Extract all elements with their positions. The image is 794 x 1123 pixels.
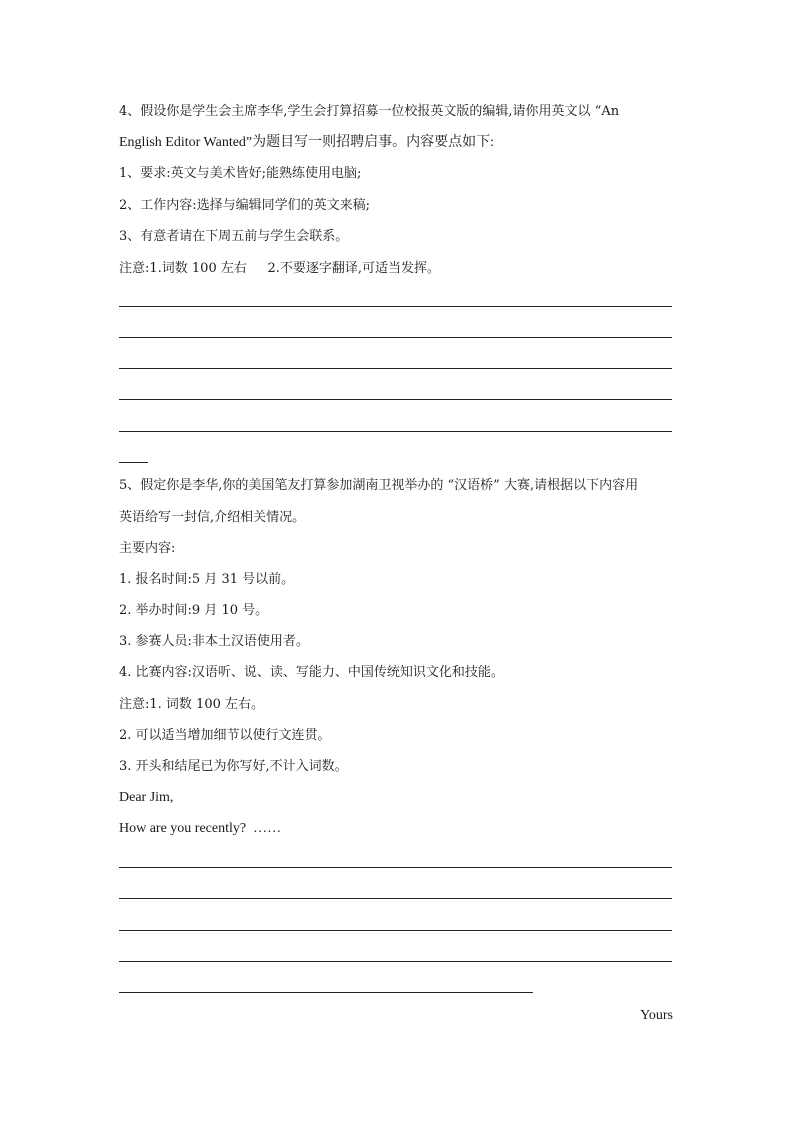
q5-item-2: 2. 举办时间:9 月 10 号。	[119, 603, 269, 618]
q4-answer-line-2[interactable]	[119, 337, 672, 338]
q4-point-1: 1、要求:英文与美术皆好;能熟练使用电脑;	[119, 166, 362, 181]
q5-prompt-line-2: 英语给写一封信,介绍相关情况。	[119, 510, 306, 525]
q4-answer-line-3[interactable]	[119, 368, 672, 369]
q4-note: 注意:1.词数 100 左右 2.不要逐字翻译,可适当发挥。	[119, 261, 441, 276]
letter-opening: How are you recently? ……	[119, 821, 282, 836]
q5-note-2: 2. 可以适当增加细节以使行文连贯。	[119, 728, 331, 743]
q5-note-3: 3. 开头和结尾已为你写好,不计入词数。	[119, 759, 348, 774]
q5-item-3: 3. 参赛人员:非本土汉语使用者。	[119, 634, 309, 649]
q5-main-content-title: 主要内容:	[119, 541, 176, 556]
q4-prompt-line-2: English Editor Wanted”为题目写一则招聘启事。内容要点如下:	[119, 135, 495, 150]
q5-answer-line-4[interactable]	[119, 961, 672, 962]
q4-answer-line-4[interactable]	[119, 399, 672, 400]
q5-item-1: 1. 报名时间:5 月 31 号以前。	[119, 572, 295, 587]
q5-item-4: 4. 比赛内容:汉语听、说、读、写能力、中国传统知识文化和技能。	[119, 665, 504, 680]
q5-answer-line-3[interactable]	[119, 930, 672, 931]
q4-answer-line-5[interactable]	[119, 431, 672, 432]
q4-answer-line-end[interactable]	[119, 462, 148, 463]
q4-point-3: 3、有意者请在下周五前与学生会联系。	[119, 229, 349, 244]
q5-answer-line-2[interactable]	[119, 898, 672, 899]
letter-closing: Yours	[640, 1008, 673, 1023]
q5-answer-line-5[interactable]	[119, 992, 533, 993]
q4-point-2: 2、工作内容:选择与编辑同学们的英文来稿;	[119, 198, 371, 213]
q4-answer-line-1[interactable]	[119, 306, 672, 307]
q5-prompt-line-1: 5、假定你是李华,你的美国笔友打算参加湖南卫视举办的 “汉语桥” 大赛,请根据以下内容用	[119, 478, 639, 493]
letter-salutation: Dear Jim,	[119, 790, 174, 805]
q4-prompt-line-1: 4、假设你是学生会主席李华,学生会打算招募一位校报英文版的编辑,请你用英文以 “An	[119, 104, 620, 119]
q5-answer-line-1[interactable]	[119, 867, 672, 868]
q5-note-1: 注意:1. 词数 100 左右。	[119, 697, 264, 712]
